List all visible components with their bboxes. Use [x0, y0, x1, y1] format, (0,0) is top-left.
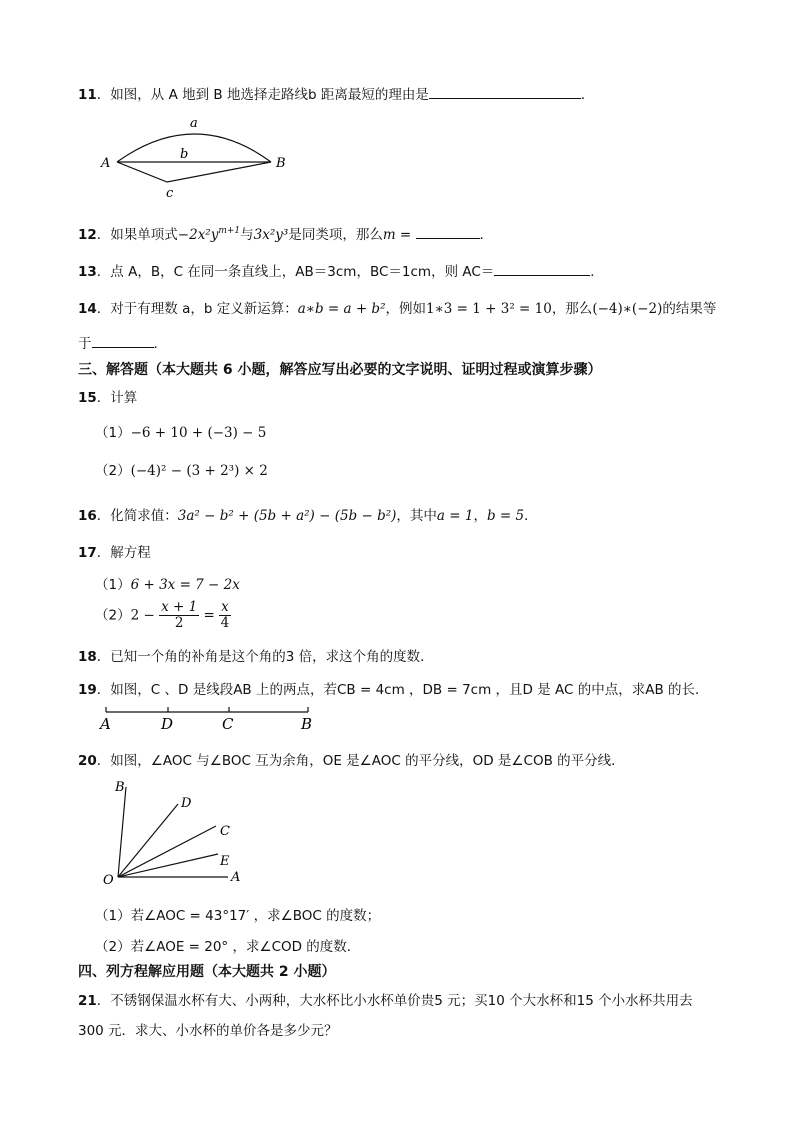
label-D: D — [181, 796, 192, 811]
value-a: a = 1 — [436, 508, 474, 524]
operation-expression: (−4)∗(−2) — [592, 301, 663, 317]
answer-blank — [416, 224, 480, 239]
label-b: b — [180, 147, 189, 162]
question-12 — [78, 223, 493, 243]
label-C: C — [220, 824, 230, 839]
question-number: 12 — [78, 227, 97, 243]
question-text: 于 — [78, 336, 92, 352]
punctuation: ． — [524, 508, 538, 524]
punctuation: ． — [153, 336, 167, 352]
monomial-1: −2x²y — [177, 227, 219, 243]
question-number: 21 — [78, 993, 97, 1009]
equals-sign: = — [395, 227, 416, 243]
punctuation: ． — [479, 227, 494, 243]
question-text: ．不锈钢保温水杯有大、小两种，大水杯比小水杯单价贵5 元；买10 个大水杯和15 个小水杯共用去 — [96, 993, 693, 1009]
label-a: a — [190, 116, 198, 131]
expression: (−4)² − (3 + 2³) × 2 — [130, 463, 268, 479]
variable-m: m — [382, 227, 396, 243]
punctuation: ． — [590, 264, 604, 280]
question-15 — [78, 386, 137, 406]
monomial-2: 3x²y³ — [253, 227, 289, 243]
label-A: A — [231, 870, 241, 885]
label-E: E — [220, 854, 230, 869]
label-A: A — [101, 156, 111, 171]
question-text: ．如图，C 、D 是线段AB 上的两点，若CB = 4cm ，DB = 7cm ，且D 是 AC 的中点，求AB 的长． — [96, 682, 709, 698]
question-text: 是同类项，那么 — [288, 227, 383, 243]
question-16 — [78, 504, 538, 524]
segment-figure — [98, 704, 323, 734]
part-label: （2） — [95, 607, 131, 624]
question-number: 20 — [78, 753, 97, 769]
question-20-part-1 — [95, 904, 380, 924]
section-heading: 四、列方程解应用题（本大题共 2 小题） — [78, 964, 336, 980]
fraction-right: $\frac{x}{4}$ — [220, 599, 230, 631]
question-11 — [78, 83, 594, 103]
route-figure — [95, 112, 295, 204]
ray-OE — [118, 854, 218, 877]
part-text: 若∠AOC = 43°17′ ，求∠BOC 的度数； — [130, 908, 381, 924]
part-text: 若∠AOE = 20° ，求∠COD 的度数． — [130, 939, 361, 955]
punctuation: ． — [580, 87, 595, 103]
label-c: c — [166, 186, 174, 201]
route-c-polyline — [117, 162, 271, 182]
question-19 — [78, 678, 709, 698]
equation: 6 + 3x = 7 − 2x — [130, 577, 240, 593]
question-number: 15 — [78, 390, 97, 406]
question-text: 与 — [240, 227, 254, 243]
question-20 — [78, 749, 625, 769]
route-a-arc — [117, 134, 271, 162]
punctuation: ， — [473, 508, 487, 524]
fraction-left: $\frac{x + 1}{2}$ — [161, 599, 198, 631]
question-text: ．如图，∠AOC 与∠BOC 互为余角，OE 是∠AOC 的平分线，OD 是∠COB 的平分线． — [96, 753, 625, 769]
question-21-line2: 300 元．求大、小水杯的单价各是多少元？ — [78, 1023, 338, 1039]
equals-sign: = — [203, 607, 215, 624]
question-number: 18 — [78, 649, 97, 665]
question-21 — [78, 989, 693, 1009]
equation-lead: 2 − — [130, 607, 155, 624]
ray-OD — [118, 804, 178, 877]
question-14 — [78, 297, 716, 317]
question-20-part-2 — [95, 935, 360, 955]
question-17 — [78, 541, 151, 561]
part-label: （1） — [95, 577, 131, 593]
question-18 — [78, 645, 434, 665]
label-B: B — [115, 780, 125, 795]
question-text: ，其中 — [396, 508, 437, 524]
label-B: B — [276, 156, 286, 171]
expression: −6 + 10 + (−3) − 5 — [130, 425, 267, 441]
question-17-part-1 — [95, 573, 240, 593]
ray-OB — [118, 787, 126, 877]
question-14-line2 — [78, 332, 167, 352]
question-text: ，那么 — [551, 301, 593, 317]
question-text: ，例如 — [385, 301, 426, 317]
question-text: ．如图，从 A 地到 B 地选择走路线b 距离最短的理由是 — [96, 87, 429, 103]
answer-blank — [92, 333, 154, 348]
question-17-part-2 — [95, 600, 231, 631]
question-number: 13 — [78, 264, 97, 280]
expression: 3a² − b² + (5b + a²) − (5b − b²) — [177, 508, 397, 524]
label-B: B — [301, 715, 313, 733]
angle-figure — [100, 775, 250, 890]
label-O: O — [103, 873, 114, 888]
label-D: D — [161, 715, 174, 733]
question-number: 19 — [78, 682, 97, 698]
question-text: 的结果等 — [662, 301, 717, 317]
part-label: （1） — [95, 908, 131, 924]
answer-blank — [494, 261, 590, 276]
monomial-1-exponent: m+1 — [218, 226, 241, 236]
part-label: （1） — [95, 425, 131, 441]
question-number: 17 — [78, 545, 97, 561]
ray-OC — [118, 826, 216, 877]
question-number: 11 — [78, 87, 97, 103]
question-text: ．如果单项式 — [96, 227, 178, 243]
answer-blank — [429, 84, 581, 99]
question-text: ．计算 — [96, 390, 138, 406]
part-label: （2） — [95, 939, 131, 955]
question-15-part-2 — [95, 459, 268, 479]
question-text: ．已知一个角的补角是这个角的3 倍，求这个角的度数． — [96, 649, 434, 665]
question-number: 16 — [78, 508, 97, 524]
question-13 — [78, 260, 604, 280]
part-label: （2） — [95, 463, 131, 479]
section-heading: 三、解答题（本大题共 6 小题，解答应写出必要的文字说明、证明过程或演算步骤） — [78, 362, 602, 378]
question-text: ．化简求值： — [96, 508, 178, 524]
question-text: ．对于有理数 a，b 定义新运算： — [96, 301, 298, 317]
label-A: A — [100, 715, 111, 733]
question-text: ．解方程 — [96, 545, 151, 561]
operation-definition: a∗b = a + b² — [297, 301, 386, 317]
label-C: C — [222, 715, 234, 733]
question-15-part-1 — [95, 421, 266, 441]
value-b: b = 5 — [486, 508, 525, 524]
question-text: ．点 A，B，C 在同一条直线上，AB＝3cm，BC＝1cm，则 AC＝ — [96, 264, 495, 280]
operation-example: 1∗3 = 1 + 3² = 10 — [426, 301, 552, 317]
question-number: 14 — [78, 301, 97, 317]
